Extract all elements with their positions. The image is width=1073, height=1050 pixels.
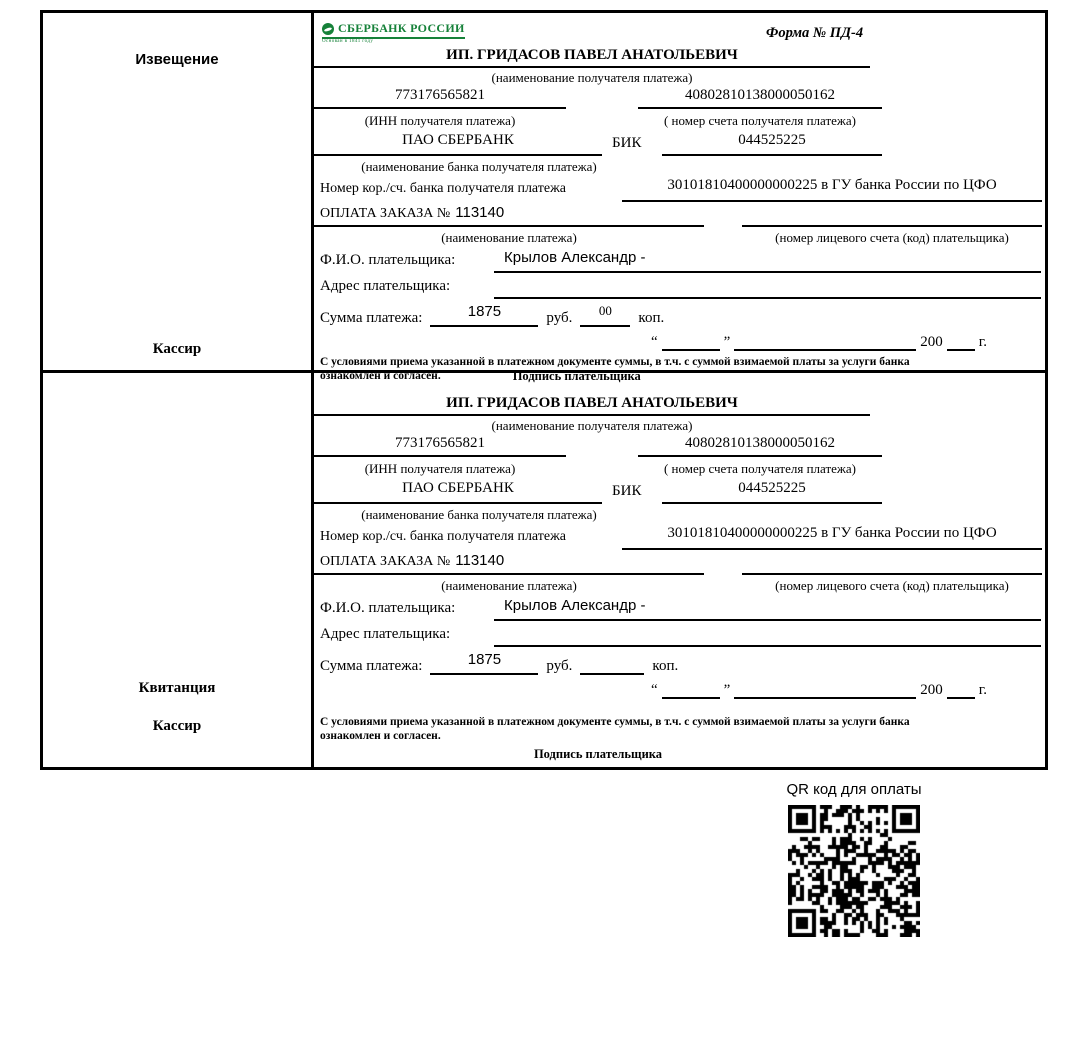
year-prefix: 200: [920, 334, 943, 350]
year-field-2: [947, 679, 975, 699]
payment-name-caption-2: (наименование платежа): [441, 578, 577, 593]
payer-name-value: Крылов Александр -: [504, 249, 646, 266]
year-suffix: г.: [978, 334, 987, 350]
payment-captions-row: [314, 228, 1045, 249]
corr-account-field: 30101810400000000225 в ГУ банка России по ЦФО: [622, 177, 1042, 202]
bank-caption-2: (наименование банка получателя платежа): [361, 507, 597, 522]
account-field: 40802810138000050162: [638, 87, 882, 109]
bank-row: [314, 132, 1045, 158]
amount-label: Сумма платежа:: [320, 310, 423, 326]
corr-row-2: [314, 525, 1045, 552]
form-number: Форма № ПД-4: [766, 25, 864, 41]
section-izveshchenie: [43, 13, 1045, 383]
inn-field: 773176565821: [314, 87, 566, 109]
inn-caption-2: (ИНН получателя платежа): [364, 461, 516, 476]
agreement-text-line1: С условиями приема указанной в платежном документе суммы, в т.ч. с суммой взимаемой платы за услуги банка: [320, 356, 910, 368]
bank-caption-row-2: [314, 506, 1045, 525]
inn-caption: (ИНН получателя платежа): [364, 113, 516, 128]
inn-account-row-2: [314, 435, 1045, 459]
account-caption: ( номер счета получателя платежа): [663, 113, 857, 128]
recipient-name: ИП. ГРИДАСОВ ПАВЕЛ АНАТОЛЬЕВИЧ: [314, 47, 870, 68]
bik-field-2: 044525225: [662, 480, 882, 504]
kvitanciya-label: Квитанция: [138, 680, 216, 696]
payment-name-field: [314, 204, 704, 227]
rub-label-2: руб.: [546, 658, 573, 674]
payer-name-field: [494, 249, 1041, 273]
open-quote-2: “: [650, 682, 658, 698]
amount-kop-field-2: [580, 651, 644, 675]
bik-label: БИК: [612, 135, 642, 151]
payment-captions-row-2: [314, 576, 1045, 597]
amount-rub-field-2: 1875: [430, 651, 538, 675]
rub-label: руб.: [546, 310, 573, 326]
kop-label-2: коп.: [652, 658, 679, 674]
personal-account-caption-2: (номер лицевого счета (код) плательщика): [775, 578, 1009, 593]
bank-caption: (наименование банка получателя платежа): [361, 159, 597, 174]
inn-account-captions: [314, 111, 1045, 132]
payer-address-row: [314, 275, 1045, 301]
amount-row-2: [314, 649, 1045, 675]
close-quote: ”: [723, 334, 731, 350]
order-number: 113140: [455, 204, 505, 221]
izveshchenie-label: Извещение: [135, 51, 219, 68]
payer-address-field: [494, 275, 1041, 299]
agreement-text-line1-2: С условиями приема указанной в платежном документе суммы, в т.ч. с суммой взимаемой платы за услуги банка: [320, 716, 910, 728]
agreement-text-line2: ознакомлен и согласен.: [320, 370, 441, 382]
bank-caption-row: [314, 158, 1045, 177]
payer-name-row-2: [314, 597, 1045, 623]
payer-name-field-2: [494, 597, 1041, 621]
personal-account-field-2: [742, 552, 1042, 575]
recipient-name-caption: (наименование получателя платежа): [491, 70, 693, 85]
personal-account-field: [742, 204, 1042, 227]
payer-name-label-2: Ф.И.О. плательщика:: [320, 600, 456, 616]
payment-name-field-2: [314, 552, 704, 575]
corr-label-2: Номер кор./сч. банка получателя платежа: [320, 529, 566, 544]
order-number-2: 113140: [455, 552, 505, 569]
bank-name-field-2: ПАО СБЕРБАНК: [314, 480, 602, 504]
month-field: [734, 331, 916, 351]
payer-address-label: Адрес плательщика:: [320, 278, 451, 294]
close-quote-2: ”: [723, 682, 731, 698]
side-column-top: [43, 13, 314, 370]
payer-name-value-2: Крылов Александр -: [504, 597, 646, 614]
account-field-2: 40802810138000050162: [638, 435, 882, 457]
day-field: [662, 331, 720, 351]
bank-row-2: [314, 480, 1045, 506]
corr-row: [314, 177, 1045, 204]
payment-name-label: ОПЛАТА ЗАКАЗА №: [320, 206, 451, 221]
section1-content: [314, 13, 1045, 383]
section-kvitanciya: [43, 373, 1045, 767]
year-suffix-2: г.: [978, 682, 987, 698]
payment-name-row: [314, 204, 1045, 228]
month-field-2: [734, 679, 916, 699]
section2-content: [314, 373, 1045, 767]
payer-signature-label-2: Подпись плательщика: [533, 747, 663, 761]
amount-row: [314, 301, 1045, 327]
sberbank-logo-subtext: Основан в 1841 году: [322, 39, 374, 44]
sberbank-logo: [322, 21, 465, 45]
kassir-label: Кассир: [152, 341, 202, 357]
amount-label-2: Сумма платежа:: [320, 658, 423, 674]
corr-label: Номер кор./сч. банка получателя платежа: [320, 181, 566, 196]
kassir-label-2: Кассир: [152, 718, 202, 734]
open-quote: “: [650, 334, 658, 350]
payment-name-label-2: ОПЛАТА ЗАКАЗА №: [320, 554, 451, 569]
logo-row: [314, 13, 1045, 47]
pd4-payment-form: [40, 10, 1048, 770]
payer-name-label: Ф.И.О. плательщика:: [320, 252, 456, 268]
account-caption-2: ( номер счета получателя платежа): [663, 461, 857, 476]
qr-code-icon: [788, 805, 920, 937]
personal-account-caption: (номер лицевого счета (код) плательщика): [775, 230, 1009, 245]
side-column-bottom: [43, 373, 314, 767]
payment-name-caption: (наименование платежа): [441, 230, 577, 245]
inn-account-row: [314, 87, 1045, 111]
date-row: [314, 327, 1045, 351]
agreement-block-2: [314, 715, 1045, 762]
payer-address-row-2: [314, 623, 1045, 649]
kop-label: коп.: [638, 310, 665, 326]
amount-rub-field: 1875: [430, 303, 538, 327]
inn-account-captions-2: [314, 459, 1045, 480]
bik-label-2: БИК: [612, 483, 642, 499]
recipient-name-2: ИП. ГРИДАСОВ ПАВЕЛ АНАТОЛЬЕВИЧ: [314, 395, 870, 416]
payer-address-label-2: Адрес плательщика:: [320, 626, 451, 642]
date-row-2: [314, 675, 1045, 699]
payer-address-field-2: [494, 623, 1041, 647]
inn-field-2: 773176565821: [314, 435, 566, 457]
year-prefix-2: 200: [920, 682, 943, 698]
year-field: [947, 331, 975, 351]
payment-name-row-2: [314, 552, 1045, 576]
payer-signature-label: Подпись плательщика: [512, 369, 641, 383]
bank-name-field: ПАО СБЕРБАНК: [314, 132, 602, 156]
agreement-text-line2-2: ознакомлен и согласен.: [320, 730, 441, 742]
payer-name-row: [314, 249, 1045, 275]
qr-label: QR код для оплаты: [786, 781, 922, 798]
sberbank-logo-icon: [322, 23, 334, 35]
recipient-name-caption-2: (наименование получателя платежа): [491, 418, 693, 433]
sberbank-logo-text: СБЕРБАНК РОССИИ: [338, 21, 465, 35]
amount-kop-field: 00: [580, 303, 630, 327]
bik-field: 044525225: [662, 132, 882, 156]
qr-block: [786, 781, 922, 937]
corr-account-field-2: 30101810400000000225 в ГУ банка России по ЦФО: [622, 525, 1042, 550]
day-field-2: [662, 679, 720, 699]
